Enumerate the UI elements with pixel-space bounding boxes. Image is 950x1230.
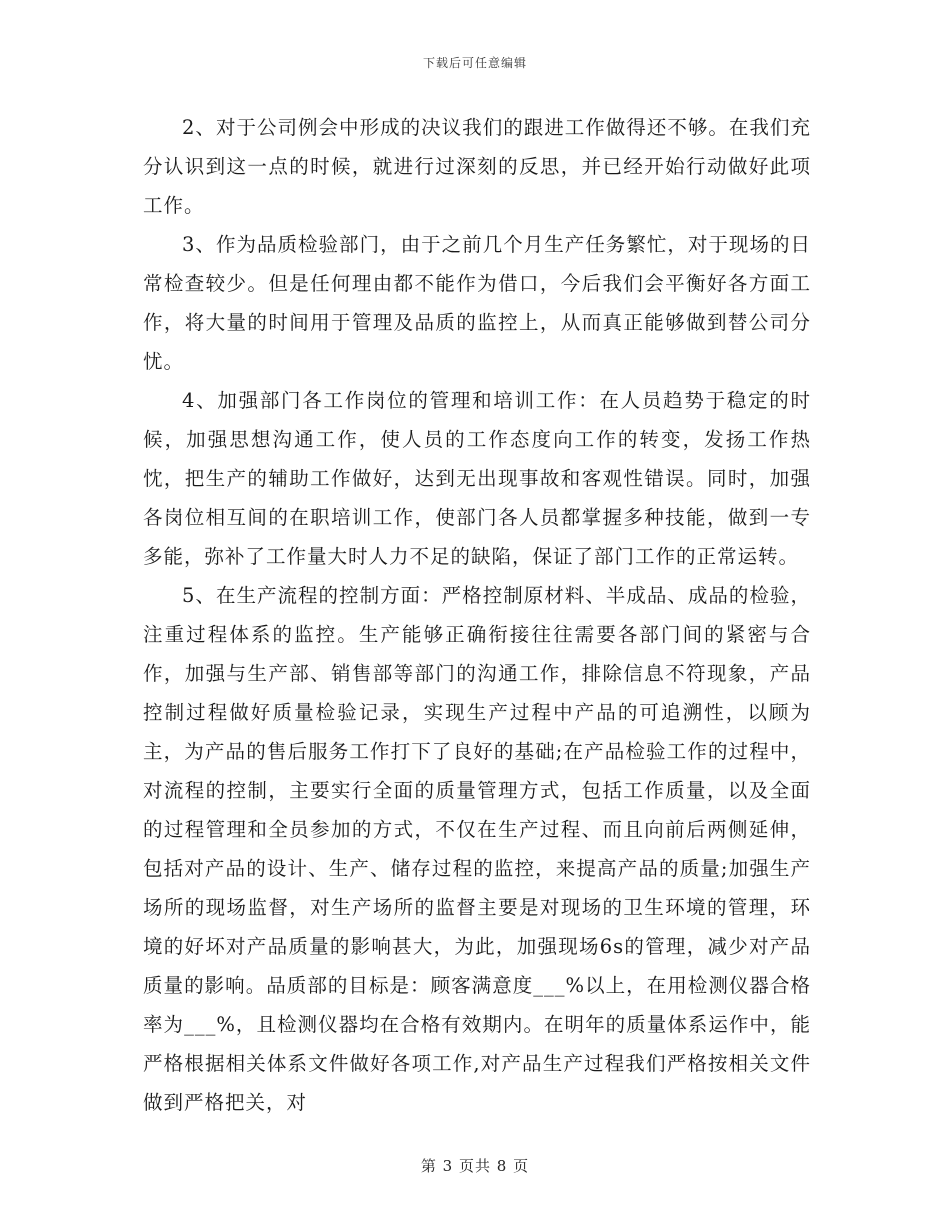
- paragraph-item-2: 2、对于公司例会中形成的决议我们的跟进工作做得还不够。在我们充分认识到这一点的时候，就进行过深刻的反思，并已经开始行动做好此项工作。: [143, 116, 811, 217]
- paragraph-item-4: 4、加强部门各工作岗位的管理和培训工作：在人员趋势于稳定的时候，加强思想沟通工作，使人员的工作态度向工作的转变，发扬工作热忱，把生产的辅助工作做好，达到无出现事故和客观性错误。同时，加强各岗位相互间的在职培训工作，使部门各人员都掌握多种技能，做到一专多能，弥补了工作量大时人力不足的缺陷，保证了部门工作的正常运转。: [143, 389, 811, 568]
- paragraph-item-3: 3、作为品质检验部门，由于之前几个月生产任务繁忙，对于现场的日常检查较少。但是任何理由都不能作为借口，今后我们会平衡好各方面工作，将大量的时间用于管理及品质的监控上，从而真正能够做到替公司分忧。: [143, 233, 811, 373]
- page-number-footer: 第 3 页共 8 页: [420, 1157, 530, 1175]
- paragraph-item-5: 5、在生产流程的控制方面：严格控制原材料、半成品、成品的检验，注重过程体系的监控。生产能够正确衔接往往需要各部门间的紧密与合作，加强与生产部、销售部等部门的沟通工作，排除信息不符现象，产品控制过程做好质量检验记录，实现生产过程中产品的可追溯性，以顾为主，为产品的售后服务工作打下了良好的基础;在产品检验工作的过程中，对流程的控制，主要实行全面的质量管理方式，包括工作质量，以及全面的过程管理和全员参加的方式，不仅在生产过程、而且向前后两侧延伸，包括对产品的设计、生产、储存过程的监控，来提高产品的质量;加强生产场所的现场监督，对生产场所的监督主要是对现场的卫生环境的管理，环境的好坏对产品质量的影响甚大，为此，加强现场6s的管理，减少对产品质量的影响。品质部的目标是：顾客满意度___%以上，在用检测仪器合格率为___%，且检测仪器均在合格有效期内。在明年的质量体系运作中，能严格根据相关体系文件做好各项工作,对产品生产过程我们严格按相关文件做到严格把关，对: [143, 584, 811, 1114]
- document-body: [143, 108, 811, 1122]
- page-header: 下载后可任意编辑: [422, 56, 527, 70]
